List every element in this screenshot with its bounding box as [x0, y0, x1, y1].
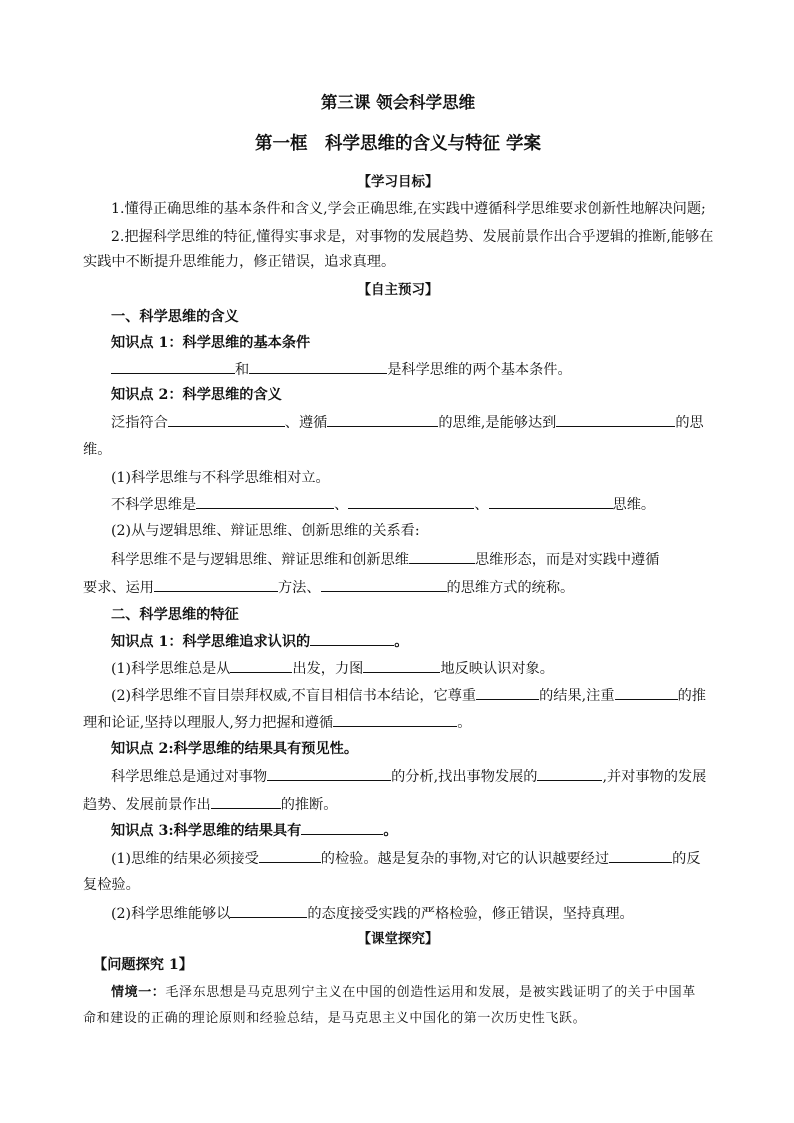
text-fragment: 、遵循 — [284, 415, 328, 431]
goal-item-2-line-2: 实践中不断提升思维能力，修正错误，追求真理。 — [83, 254, 396, 270]
text-fragment: 趋势、发展前景作出 — [83, 797, 211, 813]
text-fragment: 科学思维不是与逻辑思维、辩证思维和创新思维 — [111, 552, 409, 568]
answer-blank[interactable] — [476, 685, 539, 700]
lesson-subtitle: 第一框 科学思维的含义与特征 学案 — [254, 134, 542, 154]
answer-blank[interactable] — [333, 712, 457, 727]
section-heading-goals: 【学习目标】 — [357, 174, 439, 190]
section-heading-classroom: 【课堂探究】 — [357, 931, 439, 947]
text-fragment: 。 — [383, 823, 398, 839]
text-fragment: 的检验。越是复杂的事物,对它的认识越要经过 — [320, 851, 610, 867]
part-heading-features: 二、科学思维的特征 — [111, 607, 239, 623]
text-fragment: 的思维,是能够达到 — [438, 415, 557, 431]
verification-line-2: 复检验。 — [83, 877, 140, 893]
text-fragment: (1)科学思维总是从 — [111, 661, 231, 677]
text-fragment: (1)思维的结果必须接受 — [111, 851, 259, 867]
knowledge-point-2: 知识点 2：科学思维的含义 — [111, 387, 282, 403]
section-heading-preview: 【自主预习】 — [357, 282, 439, 298]
text-fragment: 的思维方式的统称。 — [446, 580, 575, 596]
fill-line-authority-2 — [83, 712, 471, 733]
fill-line-authority — [83, 685, 706, 706]
text-fragment: 地反映认识对象。 — [440, 661, 554, 677]
answer-blank[interactable] — [321, 577, 447, 592]
text-fragment: 。 — [394, 634, 409, 650]
answer-blank[interactable] — [301, 820, 383, 835]
text-fragment: 的分析,找出事物发展的 — [391, 769, 538, 785]
answer-blank[interactable] — [348, 494, 474, 509]
fill-line-verification — [83, 848, 700, 869]
text-fragment: 的结果,注重 — [539, 688, 615, 704]
answer-blank[interactable] — [409, 549, 475, 564]
fill-line-definition — [83, 412, 704, 433]
text-fragment: 思维。 — [612, 497, 656, 513]
knowledge-point-verification — [83, 820, 398, 841]
problem-heading-1: 【问题探究 1】 — [93, 957, 193, 973]
answer-blank[interactable] — [310, 631, 394, 646]
text-fragment: 泛指符合 — [111, 415, 168, 431]
scenario-line-1 — [83, 983, 696, 1003]
fill-line-relation — [83, 549, 659, 570]
answer-blank[interactable] — [615, 685, 678, 700]
text-fragment: 不科学思维是 — [111, 497, 197, 513]
scenario-text: 毛泽东思想是马克思列宁主义在中国的创造性运用和发展，是被实践证明了的关于中国革 — [165, 985, 696, 1000]
answer-blank[interactable] — [363, 658, 440, 673]
answer-blank[interactable] — [168, 412, 285, 427]
fill-line-basic-conditions — [83, 359, 572, 380]
text-fragment: ,并对事物的发展 — [602, 769, 707, 785]
goal-item-2-line-1: 2.把握科学思维的特征,懂得实事求是，对事物的发展趋势、发展前景作出合乎逻辑的推断,能够在 — [110, 229, 714, 245]
answer-blank[interactable] — [111, 359, 235, 374]
text-fragment: 、 — [474, 497, 489, 513]
answer-blank[interactable] — [154, 577, 278, 592]
answer-blank[interactable] — [609, 848, 672, 863]
text-fragment: 是科学思维的两个基本条件。 — [387, 362, 572, 378]
text-fragment: 要求、运用 — [83, 580, 154, 596]
fill-line-attitude — [83, 903, 634, 924]
answer-blank[interactable] — [196, 494, 334, 509]
fill-line-foresight — [83, 766, 706, 787]
text-fragment: 的思 — [675, 415, 704, 431]
text-fragment: 方法、 — [277, 580, 321, 596]
fill-line-relation-2 — [83, 577, 574, 598]
paragraph-opposition: (1)科学思维与不科学思维相对立。 — [111, 470, 330, 486]
answer-blank[interactable] — [230, 658, 292, 673]
answer-blank[interactable] — [537, 766, 602, 781]
knowledge-point-1: 知识点 1：科学思维的基本条件 — [111, 335, 311, 351]
answer-blank[interactable] — [230, 903, 307, 918]
part-heading-meaning: 一、科学思维的含义 — [111, 309, 239, 325]
answer-blank[interactable] — [489, 494, 613, 509]
text-fragment: 科学思维总是通过对事物 — [111, 769, 268, 785]
text-fragment: 知识点 1：科学思维追求认识的 — [111, 634, 311, 650]
scenario-line-2: 命和建设的正确的理论原则和经验总结，是马克思主义中国化的第一次历史性飞跃。 — [83, 1011, 587, 1026]
fill-line-unscientific — [83, 494, 655, 515]
answer-blank[interactable] — [249, 359, 387, 374]
answer-blank[interactable] — [211, 794, 281, 809]
text-fragment: (2)科学思维能够以 — [111, 906, 231, 922]
fill-line-foresight-2 — [83, 794, 337, 815]
text-fragment: 出发，力图 — [292, 661, 364, 677]
answer-blank[interactable] — [267, 766, 391, 781]
answer-blank[interactable] — [556, 412, 675, 427]
knowledge-point-objectivity — [83, 631, 408, 652]
knowledge-point-foresight: 知识点 2:科学思维的结果具有预见性。 — [111, 741, 359, 757]
fill-line-reality — [83, 658, 554, 679]
definition-line-2: 维。 — [83, 442, 112, 458]
scenario-label: 情境一： — [111, 985, 166, 1000]
paragraph-relation: (2)从与逻辑思维、辩证思维、创新思维的关系看: — [111, 523, 420, 539]
lesson-title: 第三课 领会科学思维 — [320, 93, 476, 112]
answer-blank[interactable] — [259, 848, 321, 863]
text-fragment: 。 — [457, 715, 472, 731]
text-fragment: 、 — [334, 497, 349, 513]
text-fragment: 思维形态，而是对实践中遵循 — [474, 552, 660, 568]
text-fragment: 理和论证,坚持以理服人,努力把握和遵循 — [83, 715, 334, 731]
text-fragment: 的推 — [677, 688, 706, 704]
text-fragment: (2)科学思维不盲目崇拜权威,不盲目相信书本结论，它尊重 — [111, 688, 477, 704]
text-and: 和 — [235, 362, 250, 378]
goal-item-1: 1.懂得正确思维的基本条件和含义,学会正确思维,在实践中遵循科学思维要求创新性地解决问题; — [111, 201, 706, 217]
text-fragment: 知识点 3:科学思维的结果具有 — [111, 823, 302, 839]
text-fragment: 的态度接受实践的严格检验，修正错误，坚持真理。 — [307, 906, 634, 922]
text-fragment: 的反 — [672, 851, 701, 867]
answer-blank[interactable] — [327, 412, 438, 427]
text-fragment: 的推断。 — [280, 797, 338, 813]
